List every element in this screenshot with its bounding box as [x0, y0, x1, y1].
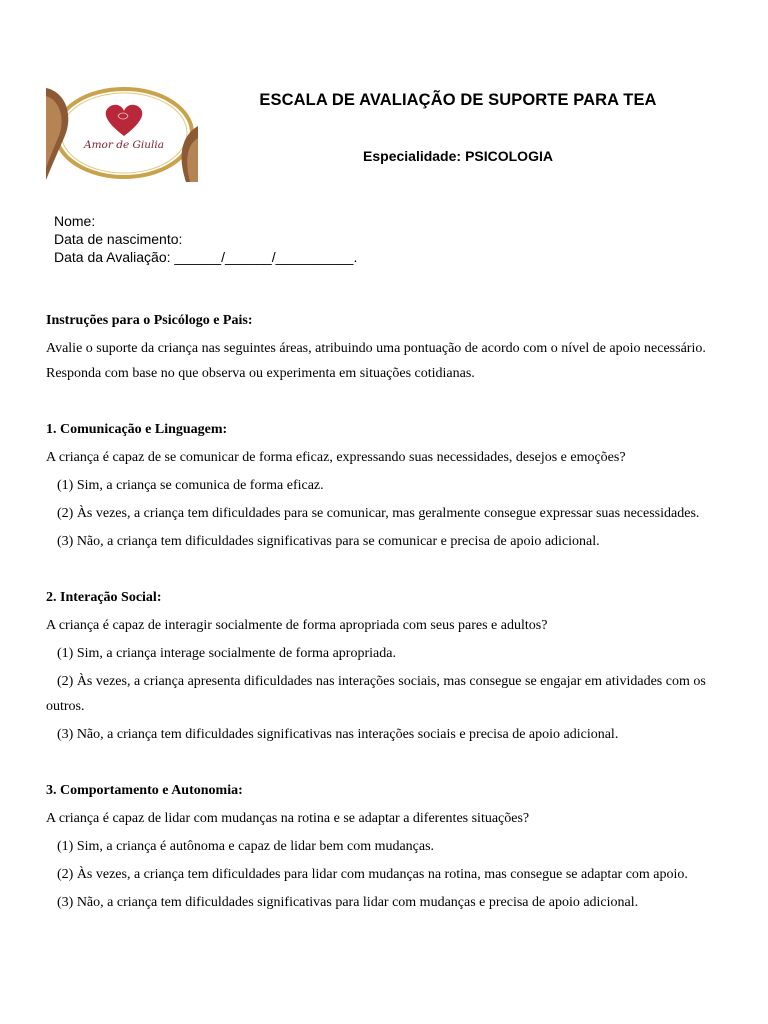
- logo-text: Amor de Giulia: [84, 139, 164, 151]
- section-1-option-2: (2) Às vezes, a criança tem dificuldades para se comunicar, mas geralmente consegue expressar suas necessidades.: [57, 506, 700, 521]
- section-1-option-1: (1) Sim, a criança se comunica de forma eficaz.: [57, 478, 324, 493]
- logo: [46, 86, 198, 182]
- birth-date-field: Data de nascimento:: [54, 231, 183, 247]
- section-2-question: A criança é capaz de interagir socialmente de forma apropriada com seus pares e adultos?: [46, 618, 548, 633]
- instructions-heading: Instruções para o Psicólogo e Pais:: [46, 313, 253, 328]
- section-3-option-1: (1) Sim, a criança é autônoma e capaz de lidar bem com mudanças.: [57, 839, 435, 854]
- instructions-text: Avalie o suporte da criança nas seguintes áreas, atribuindo uma pontuação de acordo com o nível de apoio necessário. Responda com base no que observa ou experimenta em situações cotidianas.: [46, 341, 706, 381]
- section-2-heading: 2. Interação Social:: [46, 590, 162, 605]
- name-field: Nome:: [54, 213, 96, 229]
- section-3-question: A criança é capaz de lidar com mudanças na rotina e se adaptar a diferentes situações?: [46, 811, 530, 826]
- specialty-line: [200, 148, 716, 164]
- patient-fields: [54, 212, 454, 266]
- document-title: ESCALA DE AVALIAÇÃO DE SUPORTE PARA TEA: [259, 91, 657, 109]
- section-2-option-2: (2) Às vezes, a criança apresenta dificuldades nas interações sociais, mas consegue se engajar em atividades com os outros.: [46, 674, 706, 714]
- document-body: [46, 308, 726, 915]
- logo-graphic: [46, 86, 198, 182]
- evaluation-date-field: Data da Avaliação: ______/______/__________.: [54, 249, 358, 265]
- section-2-option-3: (3) Não, a criança tem dificuldades significativas nas interações sociais e precisa de apoio adicional.: [57, 727, 619, 742]
- section-3-heading: 3. Comportamento e Autonomia:: [46, 783, 243, 798]
- section-3-option-2: (2) Às vezes, a criança tem dificuldades para lidar com mudanças na rotina, mas consegue se adaptar com apoio.: [57, 867, 688, 882]
- section-1-question: A criança é capaz de se comunicar de forma eficaz, expressando suas necessidades, desejos e emoções?: [46, 450, 626, 465]
- section-1-heading: 1. Comunicação e Linguagem:: [46, 422, 228, 437]
- specialty-label: Especialidade:: [363, 148, 462, 164]
- section-3-option-3: (3) Não, a criança tem dificuldades significativas para lidar com mudanças e precisa de apoio adicional.: [57, 895, 639, 910]
- section-2-option-1: (1) Sim, a criança interage socialmente de forma apropriada.: [57, 646, 396, 661]
- section-1-option-3: (3) Não, a criança tem dificuldades significativas para se comunicar e precisa de apoio adicional.: [57, 534, 600, 549]
- specialty-value: PSICOLOGIA: [465, 148, 553, 164]
